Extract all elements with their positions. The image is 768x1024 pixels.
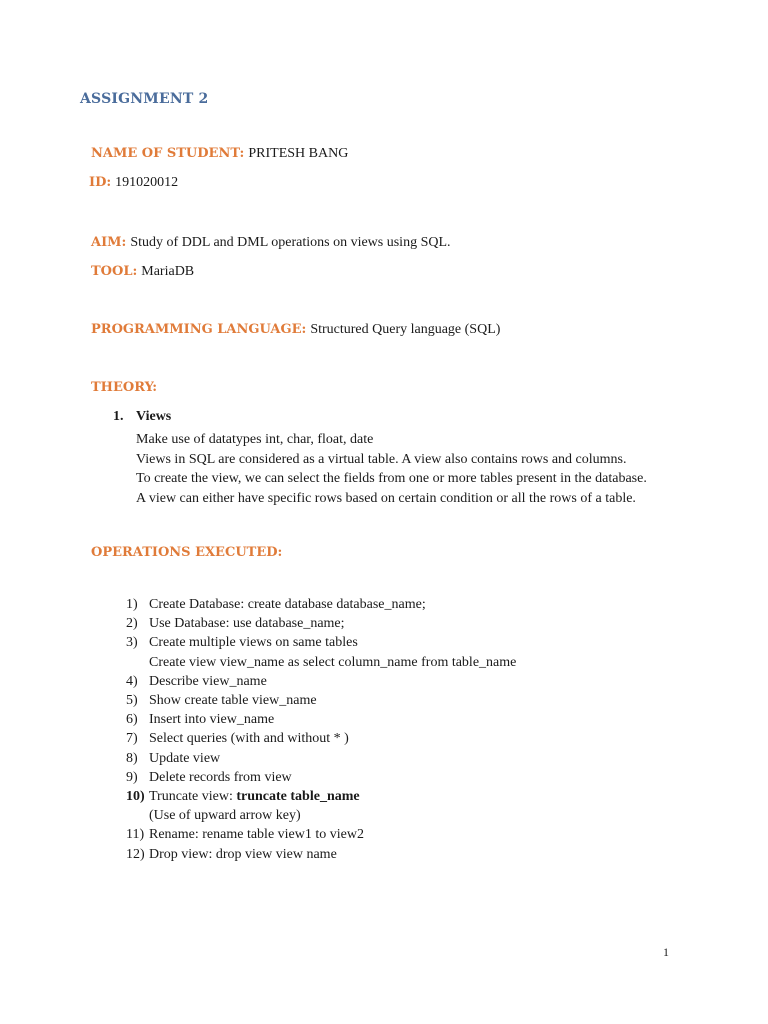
theory-body [136, 430, 696, 508]
tool-row [91, 262, 194, 280]
student-id-row [89, 173, 178, 191]
list-item [126, 595, 516, 614]
list-item-number: 7) [126, 731, 138, 747]
list-item-number: 2) [126, 616, 138, 632]
list-item [126, 710, 516, 729]
aim-label: AIM: [91, 235, 127, 250]
list-item-number: 10) [126, 789, 145, 805]
list-item [126, 691, 516, 710]
language-row [91, 320, 500, 338]
list-item-text: Drop view: drop view view name [149, 846, 337, 862]
list-item-text: Create multiple views on same tables [149, 635, 358, 651]
list-item-number: 6) [126, 712, 138, 728]
list-item [126, 729, 516, 748]
list-item-number: 8) [126, 750, 138, 766]
list-item-text: Truncate view: [149, 789, 237, 805]
list-item-continuation [126, 653, 516, 672]
list-item-number: 11) [126, 827, 145, 843]
list-item [126, 614, 516, 633]
list-item-number: 12) [126, 846, 145, 862]
page-number: 1 [663, 945, 669, 959]
list-item-text: Create view view_name as select column_name from table_name [149, 654, 517, 670]
list-item-text: Delete records from view [149, 769, 292, 785]
tool-label: TOOL: [91, 264, 138, 279]
list-item-continuation [126, 806, 516, 825]
list-item [126, 787, 516, 806]
theory-line: Views in SQL are considered as a virtual table. A view also contains rows and columns. [136, 451, 627, 467]
list-item-text: Show create table view_name [149, 693, 317, 709]
list-item-number: 1) [126, 597, 138, 612]
list-item [126, 749, 516, 768]
theory-item-title: Views [136, 409, 172, 424]
student-name-row [91, 144, 348, 162]
list-item [126, 768, 516, 787]
theory-line: A view can either have specific rows based on certain condition or all the rows of a table. [136, 490, 636, 506]
list-item-number: 3) [126, 635, 138, 651]
student-name-value: PRITESH BANG [248, 146, 349, 161]
theory-item-number: 1. [113, 409, 124, 424]
tool-value: MariaDB [141, 264, 195, 279]
operations-heading: OPERATIONS EXECUTED: [91, 545, 283, 560]
list-item [126, 672, 516, 691]
list-item [126, 825, 516, 844]
student-name-label: NAME OF STUDENT: [91, 146, 245, 161]
theory-line: To create the view, we can select the fields from one or more tables present in the database. [136, 471, 647, 486]
language-label: PROGRAMMING LANGUAGE: [91, 322, 307, 337]
list-item [126, 845, 516, 864]
list-item-number: 9) [126, 769, 138, 785]
student-id-value: 191020012 [115, 175, 179, 190]
list-item-text: Update view [149, 750, 221, 766]
list-item-text: Use Database: use database_name; [149, 616, 345, 632]
list-item-number: 4) [126, 673, 138, 689]
list-item-number: 5) [126, 693, 138, 709]
language-value: Structured Query language (SQL) [310, 322, 501, 337]
list-item-text: Rename: rename table view1 to view2 [149, 827, 364, 843]
list-item [126, 633, 516, 652]
list-item-text: Describe view_name [149, 673, 267, 689]
aim-row [91, 233, 451, 251]
theory-line: Make use of datatypes int, char, float, date [136, 432, 374, 447]
aim-value: Study of DDL and DML operations on views using SQL. [130, 235, 451, 250]
list-item-text: Create Database: create database database_name; [149, 597, 426, 612]
student-id-label: ID: [89, 175, 112, 190]
list-item-bold-text: truncate table_name [236, 789, 360, 805]
list-item-text: Insert into view_name [149, 712, 275, 728]
page-title: ASSIGNMENT 2 [80, 91, 209, 107]
operations-list [126, 595, 516, 864]
theory-heading: THEORY: [91, 380, 158, 395]
list-item-text: Select queries (with and without * ) [149, 731, 349, 747]
list-item-text: (Use of upward arrow key) [149, 808, 301, 824]
